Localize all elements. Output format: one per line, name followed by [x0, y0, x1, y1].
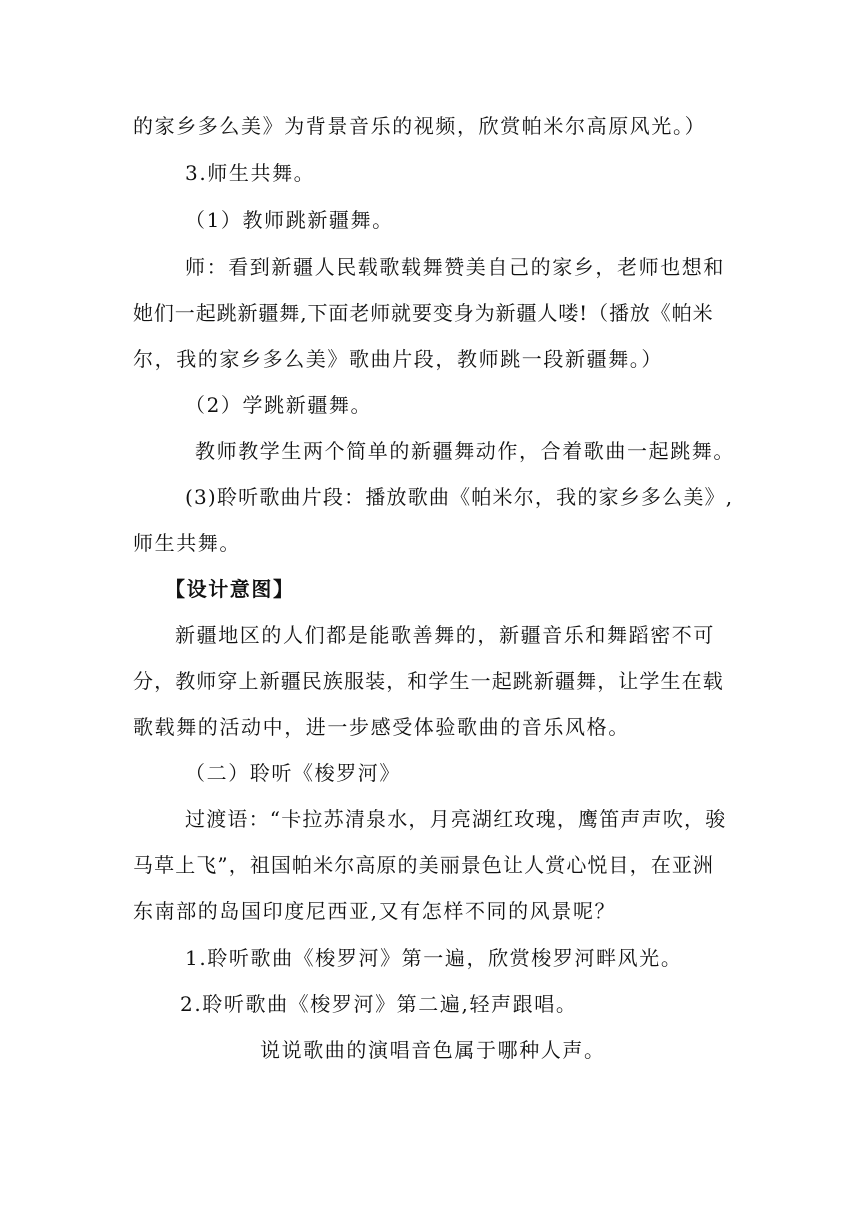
- text-line-6: 尔，我的家乡多么美》歌曲片段，教师跳一段新疆舞。）: [133, 347, 663, 371]
- text-line-21: 说说歌曲的演唱音色属于哪种人声。: [260, 1038, 606, 1062]
- listen-step-2: 2.聆听歌曲《梭罗河》第二遍,轻声跟唱。: [180, 992, 578, 1016]
- text-line-13: 分，教师穿上新疆民族服装，和学生一起跳新疆舞，让学生在载: [133, 669, 724, 693]
- text-line-18: 东南部的岛国印度尼西亚,又有怎样不同的风景呢？: [133, 899, 617, 923]
- text-line-1: 的家乡多么美》为背景音乐的视频，欣赏帕米尔高原风光。）: [133, 114, 707, 138]
- text-line-17: 马草上飞”，祖国帕米尔高原的美丽景色让人赏心悦目，在亚洲: [133, 853, 715, 877]
- sub-step-1: （1）教师跳新疆舞。: [185, 208, 394, 232]
- text-line-8: 教师教学生两个简单的新疆舞动作，合着歌曲一起跳舞。: [195, 439, 735, 463]
- text-line-4: 师：看到新疆人民载歌载舞赞美自己的家乡，老师也想和: [185, 255, 725, 279]
- section-heading-design-intent: 【设计意图】: [165, 577, 295, 601]
- text-line-16: 过渡语：“卡拉苏清泉水，月亮湖红玫瑰，鹰笛声声吹，骏: [185, 807, 727, 831]
- listen-step-1: 1.聆听歌曲《梭罗河》第一遍，欣赏梭罗河畔风光。: [185, 946, 683, 970]
- text-line-12: 新疆地区的人们都是能歌善舞的，新疆音乐和舞蹈密不可: [175, 623, 715, 647]
- text-line-14: 歌载舞的活动中，进一步感受体验歌曲的音乐风格。: [133, 715, 630, 739]
- step-heading-3: 3.师生共舞。: [185, 161, 316, 185]
- sub-step-2: （2）学跳新疆舞。: [185, 393, 373, 417]
- sub-step-3: (3)聆听歌曲片段：播放歌曲《帕米尔，我的家乡多么美》,: [185, 485, 734, 509]
- section-heading-listen: （二）聆听《梭罗河》: [185, 761, 401, 785]
- text-line-10: 师生共舞。: [133, 531, 241, 555]
- text-line-5: 她们一起跳新疆舞,下面老师就要变身为新疆人喽!（播放《帕米: [133, 301, 714, 325]
